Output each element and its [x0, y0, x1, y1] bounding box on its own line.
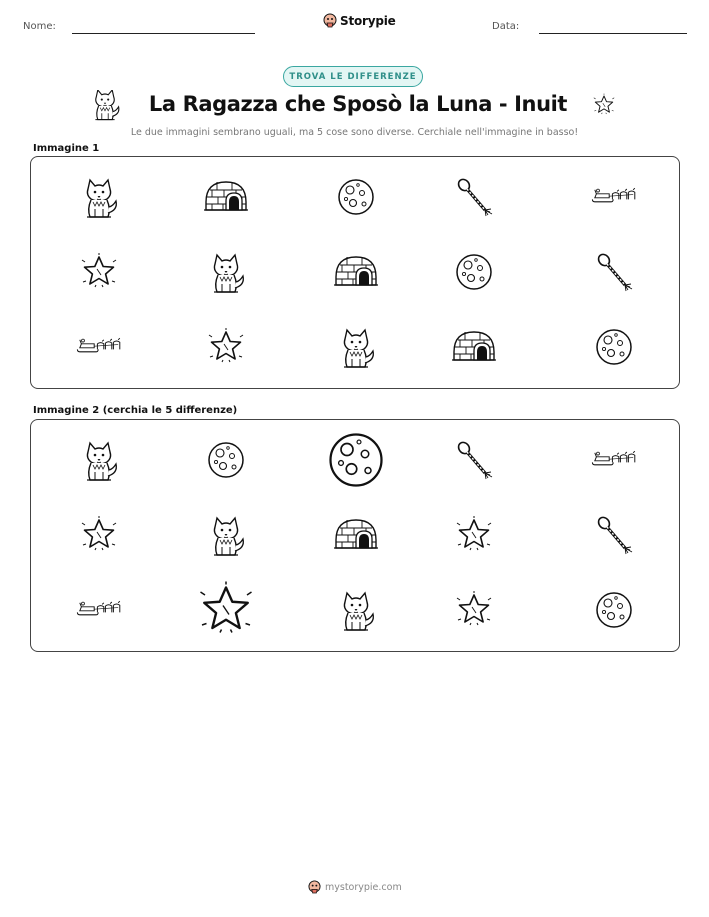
sled-icon: [75, 323, 123, 371]
dog-icon: [202, 248, 250, 296]
dog-icon[interactable]: [75, 436, 123, 484]
date-label: Data:: [492, 21, 520, 32]
dog-icon[interactable]: [202, 511, 250, 559]
dog-icon: [90, 90, 120, 122]
moon-icon: [590, 323, 638, 371]
sled-icon[interactable]: [75, 586, 123, 634]
date-field[interactable]: [539, 33, 687, 34]
moon-icon: [332, 173, 380, 221]
brand-name: Storypie: [340, 13, 396, 28]
sled-icon[interactable]: [590, 436, 638, 484]
moon-icon: [450, 248, 498, 296]
image-1-label: Immagine 1: [33, 143, 100, 154]
igloo-icon[interactable]: [332, 511, 380, 559]
rope-icon[interactable]: [450, 436, 498, 484]
rope-icon: [590, 248, 638, 296]
dog-icon[interactable]: [332, 586, 380, 634]
page-title: La Ragazza che Sposò la Luna - Inuit: [148, 92, 568, 116]
footer-url: mystorypie.com: [325, 881, 402, 893]
star-icon: [202, 323, 250, 371]
name-label: Nome:: [23, 21, 56, 32]
dog-icon: [332, 323, 380, 371]
star-icon[interactable]: [450, 511, 498, 559]
moon-icon[interactable]: [202, 436, 250, 484]
star-icon[interactable]: [190, 574, 262, 646]
rope-icon[interactable]: [590, 511, 638, 559]
storypie-logo-icon: [323, 13, 337, 28]
star-icon: [75, 248, 123, 296]
footer: [308, 880, 402, 894]
igloo-icon: [202, 173, 250, 221]
brand: [323, 13, 396, 28]
star-icon: [592, 93, 616, 117]
image-2-label: Immagine 2 (cerchia le 5 differenze): [33, 405, 238, 416]
image-2-panel[interactable]: [30, 419, 680, 652]
moon-icon[interactable]: [320, 424, 392, 496]
storypie-logo-icon: [308, 880, 321, 894]
igloo-icon: [450, 323, 498, 371]
rope-icon: [450, 173, 498, 221]
dog-icon: [75, 173, 123, 221]
name-field[interactable]: [72, 33, 255, 34]
moon-icon[interactable]: [590, 586, 638, 634]
image-1-panel: [30, 156, 680, 389]
star-icon[interactable]: [75, 511, 123, 559]
activity-badge: TROVA LE DIFFERENZE: [283, 66, 423, 87]
sled-icon: [590, 173, 638, 221]
star-icon[interactable]: [450, 586, 498, 634]
igloo-icon: [332, 248, 380, 296]
instructions: Le due immagini sembrano uguali, ma 5 cose sono diverse. Cerchiale nell'immagine in basso!: [130, 127, 579, 138]
